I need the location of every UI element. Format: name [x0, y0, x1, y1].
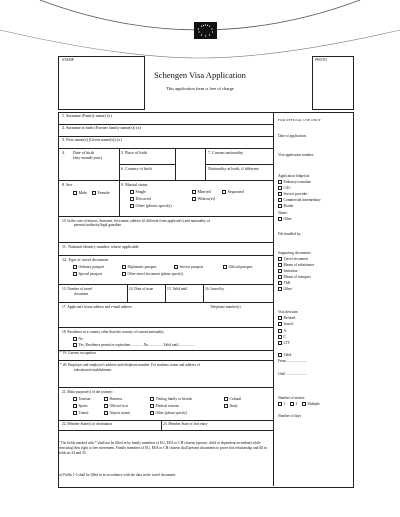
field-12-travel-doc-type: 12. Type of travel document: [62, 257, 109, 262]
decision-a[interactable]: A: [278, 329, 286, 333]
purpose-cultural[interactable]: Cultural: [224, 397, 241, 401]
residence-yes[interactable]: Yes. Residence permit or equivalent ............. No. .............. Valid until .................: [73, 343, 195, 347]
doc-other[interactable]: Other travel document (please specify): [122, 272, 183, 276]
lodged-other[interactable]: Other: [278, 217, 292, 221]
doc-ordinary[interactable]: Ordinary passport: [73, 265, 104, 269]
field-19-occupation[interactable]: * 19. Current occupation: [60, 351, 96, 355]
page-subtitle: This application form is free of charge: [166, 86, 234, 91]
purpose-medical[interactable]: Medical reasons: [150, 404, 179, 408]
marital-widower[interactable]: Widow(er): [192, 197, 215, 202]
decision-ltv[interactable]: LTV: [278, 341, 290, 345]
field-16-issued-by[interactable]: 16. Issued by: [205, 287, 225, 291]
field-8-sex: 8. Sex: [62, 182, 73, 187]
residence-no[interactable]: No: [73, 337, 83, 341]
official-column-divider: [273, 112, 274, 486]
support-other[interactable]: Other:: [278, 287, 293, 291]
field-22-destination[interactable]: 22. Member State(s) of destination: [62, 422, 113, 426]
form-frame: [58, 112, 354, 488]
footnote-1: * The fields marked with * shall not be filled in by family members of EU, EEA or CH citizens (spouse, child or dependent ascendant) while: [58, 441, 261, 445]
support-subsistence[interactable]: Means of subsistence: [278, 263, 314, 267]
doc-diplomatic[interactable]: Diplomatic passport: [122, 265, 157, 269]
decision-issued[interactable]: Issued:: [278, 322, 294, 326]
doc-special[interactable]: Special passport: [73, 272, 102, 276]
marital-divorced[interactable]: Divorced: [130, 197, 151, 202]
footnote-2: exercising their right to free movement. Family members of EU, EEA or CH citizens shall present documents to prove this relationship and fill in: [58, 446, 268, 450]
lodged-border[interactable]: Border: [278, 204, 293, 208]
official-valid-until[interactable]: Until .......................: [278, 372, 307, 376]
field-20-educational: educational establishment.: [74, 368, 113, 372]
decision-valid[interactable]: Valid:: [278, 353, 292, 357]
official-number-of-entries: Number of entries:: [278, 396, 306, 400]
field-6-country-of-birth[interactable]: 6. Country of birth: [121, 166, 152, 171]
purpose-visiting[interactable]: Visiting family or friends: [150, 397, 192, 401]
sex-option-female[interactable]: Female: [92, 191, 110, 196]
marital-other[interactable]: Other (please specify): [130, 204, 172, 209]
marital-separated[interactable]: Separated: [222, 190, 244, 195]
official-file-handled-by: File handled by:: [278, 232, 302, 236]
official-number-of-days: Number of days: [278, 414, 302, 418]
footnote-3: fields no 34 and 35.: [58, 451, 87, 455]
eu-flag-icon: [194, 22, 217, 39]
decision-refused[interactable]: Refused: [278, 316, 295, 320]
doc-official[interactable]: Official passport: [223, 265, 253, 269]
field-17-home-address[interactable]: 17. Applicant's home address and e-mail address: [62, 305, 132, 309]
field-1-surname[interactable]: 1. Surname (Family name) (x): [62, 113, 112, 118]
field-18-residence: 18. Residence in a country other than the country of current nationality: [62, 330, 164, 334]
lodged-cac[interactable]: CAC: [278, 186, 291, 190]
field-3-first-names[interactable]: 3. First name(s) (Given name(s)) (x): [62, 137, 122, 142]
checkbox-icon[interactable]: [73, 191, 77, 195]
entries-1[interactable]: 1: [278, 402, 285, 406]
lodged-service-provider[interactable]: Service provider: [278, 192, 307, 196]
field-5-place-of-birth[interactable]: 5. Place of birth: [121, 150, 148, 155]
field-15-valid-until[interactable]: 15. Valid until: [167, 287, 188, 291]
photo-label: PHOTO: [315, 58, 327, 62]
footnote-4: (x) Fields 1-3 shall be filled in in accordance with the data in the travel document.: [58, 473, 176, 477]
stamp-box: [58, 56, 145, 110]
field-20-employer[interactable]: * 20. Employer and employer's address and telephone number. For students, name and address of: [60, 363, 200, 367]
field-11-national-id[interactable]: 11. National identity number, where applicable: [62, 244, 139, 249]
official-supporting-documents: Supporting documents:: [278, 251, 312, 255]
checkbox-icon[interactable]: [92, 191, 96, 195]
marital-single[interactable]: Single: [130, 190, 146, 195]
field-9-marital-status: 9. Marital status: [121, 182, 148, 187]
field-7-nationality-at-birth[interactable]: Nationality at birth, if different: [208, 166, 259, 171]
purpose-official-visit[interactable]: Official visit: [104, 404, 128, 408]
field-23-first-entry[interactable]: 23. Member State of first entry: [163, 422, 208, 426]
purpose-other[interactable]: Other (please specify): [150, 411, 187, 415]
official-visa-decision: Visa decision:: [278, 310, 299, 314]
official-date-of-application: Date of application:: [278, 134, 307, 138]
entries-multiple[interactable]: Multiple: [302, 402, 320, 406]
field-10-guardian: parental authority/legal guardian: [74, 223, 121, 227]
support-transport[interactable]: Means of transport: [278, 275, 311, 279]
field-17-telephone[interactable]: Telephone number(s): [210, 305, 241, 309]
official-visa-application-number: Visa application number:: [278, 153, 315, 157]
field-14-date-of-issue[interactable]: 14. Date of issue: [129, 287, 154, 291]
field-13-doc-number-2: document: [74, 292, 89, 296]
lodged-commercial[interactable]: Commercial intermediary: [278, 198, 321, 202]
field-13-doc-number[interactable]: 13. Number of travel: [62, 287, 93, 291]
field-4-num: 4.: [62, 150, 66, 155]
support-travel-doc[interactable]: Travel document: [278, 257, 308, 261]
purpose-transit[interactable]: Transit: [73, 411, 89, 415]
purpose-business[interactable]: Business: [104, 397, 122, 401]
decision-c[interactable]: C: [278, 335, 286, 339]
lodged-embassy[interactable]: Embassy/consulate: [278, 180, 311, 184]
doc-service[interactable]: Service passport: [174, 265, 203, 269]
support-tmi[interactable]: TMI: [278, 281, 290, 285]
purpose-airport-transit[interactable]: Airport transit: [104, 411, 130, 415]
field-4-format: (day-month-year): [73, 155, 102, 160]
purpose-study[interactable]: Study: [224, 404, 238, 408]
marital-married[interactable]: Married: [192, 190, 211, 195]
field-7-current-nationality[interactable]: 7. Current nationality: [208, 150, 244, 155]
purpose-tourism[interactable]: Tourism: [73, 397, 90, 401]
field-21-purpose: 21. Main purpose(s) of the journey:: [62, 390, 114, 394]
page-title: Schengen Visa Application: [154, 70, 246, 80]
official-lodged-at: Application lodged at:: [278, 174, 311, 178]
stamp-label: STAMP: [62, 58, 74, 62]
purpose-sports[interactable]: Sports: [73, 404, 88, 408]
support-invitation[interactable]: Invitation: [278, 269, 297, 273]
official-name: Name:: [278, 211, 288, 215]
sex-option-male[interactable]: Male: [73, 191, 87, 196]
official-heading: FOR OFFICIAL USE ONLY: [278, 118, 321, 122]
entries-2[interactable]: 2: [290, 402, 297, 406]
photo-box: [312, 56, 354, 110]
field-10-minors[interactable]: 10. In the case of minors: Surname, first name, address (if different from applicant's) and nationality of: [62, 219, 210, 223]
official-valid-from[interactable]: From .......................: [278, 359, 308, 363]
field-2-surname-at-birth[interactable]: 2. Surname at birth (Former family name(s)) (x): [62, 125, 141, 130]
field-4-date-of-birth[interactable]: Date of birth: [73, 150, 94, 155]
